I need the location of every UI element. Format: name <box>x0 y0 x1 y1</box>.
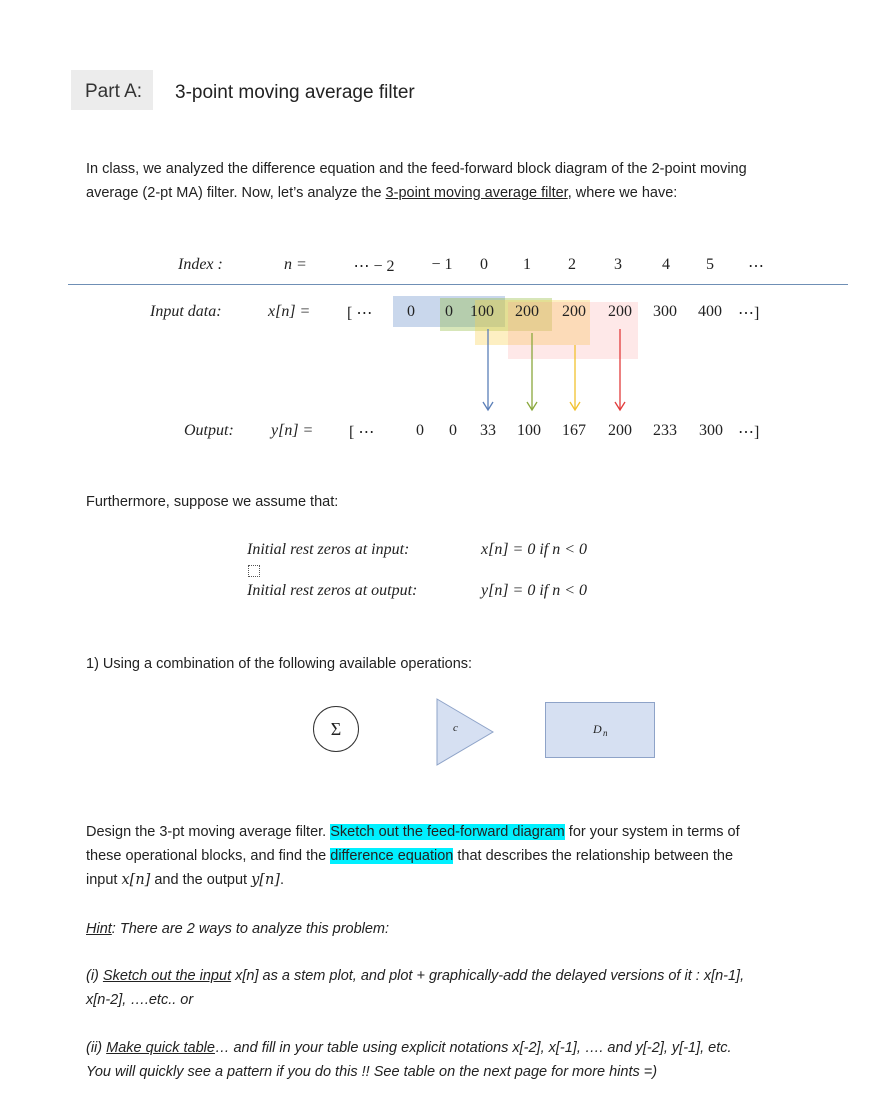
y-label: y[n] = <box>271 422 314 439</box>
output-value: 167 <box>562 422 586 439</box>
delay-block <box>545 702 655 758</box>
part-label-box <box>71 70 153 110</box>
hint-option-i: (i) Sketch out the input x[n] as a stem plot, and plot + graphically-add the delayed versions of it : x[n-1], x[n-2], ….etc.. or <box>86 968 745 1008</box>
output-close-bracket: ⋯] <box>738 424 760 441</box>
index-value: 2 <box>568 256 576 273</box>
x-label: x[n] = <box>268 303 311 320</box>
output-value: 0 <box>416 422 424 439</box>
input-value: 300 <box>653 303 677 320</box>
index-value: 5 <box>706 256 714 273</box>
design-paragraph <box>86 820 856 892</box>
delay-subscript: n <box>603 728 608 738</box>
hint-option-ii: (ii) Make quick table… and fill in your table using explicit notations x[-2], x[-1], …. and y[-2], y[-1], etc. You will quickly see a pattern if you do this !! See table on the next page for more hints =) <box>86 1040 732 1080</box>
output-value: 100 <box>517 422 541 439</box>
hint-i-link: Sketch out the input <box>102 968 232 984</box>
arrow-yellow <box>570 345 580 410</box>
output-value: 300 <box>699 422 723 439</box>
averaging-arrows <box>470 325 640 415</box>
arrow-green <box>527 333 537 410</box>
initial-rest-output-label: Initial rest zeros at output: <box>247 582 418 599</box>
input-value: 400 <box>698 303 722 320</box>
output-open-bracket: [ ⋯ <box>349 424 375 441</box>
initial-rest-output-eq: y[n] = 0 if n < 0 <box>481 582 588 599</box>
initial-rest-input-label: Initial rest zeros at input: <box>247 541 410 558</box>
design-line-3: input x[n] and the output y[n]. <box>86 872 284 888</box>
delay-symbol: D <box>593 722 602 736</box>
highlight-feedforward: Sketch out the feed-forward diagram <box>330 824 565 840</box>
input-values <box>385 303 765 325</box>
input-value: 200 <box>515 303 539 320</box>
assumption-intro: Furthermore, suppose we assume that: <box>86 494 339 510</box>
section-title: 3-point moving average filter <box>175 82 415 103</box>
hint-label: Hint <box>86 921 112 937</box>
output-value: 200 <box>608 422 632 439</box>
intro-line-2: average (2-pt MA) filter. Now, let’s analyze the 3-point moving average filter, where we have: <box>86 185 678 201</box>
input-value: 200 <box>608 303 632 320</box>
index-values <box>340 256 780 278</box>
input-value: 100 <box>470 303 494 320</box>
index-value: 1 <box>523 256 531 273</box>
output-label: Output: <box>184 422 234 439</box>
index-value: 4 <box>662 256 670 273</box>
filter-name-link: 3-point moving average filter <box>385 185 568 201</box>
question-intro: 1) Using a combination of the following available operations: <box>86 656 473 672</box>
summation-block <box>313 706 359 752</box>
sigma-symbol: Σ <box>330 719 342 739</box>
index-label: Index : <box>178 256 223 273</box>
arrow-blue <box>483 329 493 410</box>
design-line-1: Design the 3-pt moving average filter. Sketch out the feed-forward diagram for your system in terms of <box>86 824 740 840</box>
design-line-2: these operational blocks, and find the difference equation that describes the relationship between the <box>86 848 734 864</box>
input-label: Input data: <box>150 303 222 320</box>
output-values <box>385 422 765 444</box>
index-value: ⋯ <box>748 258 764 275</box>
output-value: 33 <box>480 422 496 439</box>
input-value: 0 <box>445 303 453 320</box>
gain-symbol: c <box>453 722 458 734</box>
output-value: 0 <box>449 422 457 439</box>
input-close-bracket: ⋯] <box>738 305 760 322</box>
highlight-difference-equation: difference equation <box>330 848 454 864</box>
intro-line-1: In class, we analyzed the difference equation and the feed-forward block diagram of the 2-point moving <box>86 161 747 177</box>
gain-block <box>436 698 496 766</box>
index-value: − 1 <box>431 256 453 273</box>
intro-paragraph <box>86 157 846 205</box>
part-label: Part A: <box>85 81 143 102</box>
n-label: n = <box>284 256 307 273</box>
divider-line <box>68 284 848 285</box>
index-value: 0 <box>480 256 488 273</box>
index-value: ⋯ − 2 <box>353 258 395 275</box>
input-value: 0 <box>407 303 415 320</box>
output-value: 233 <box>653 422 677 439</box>
input-value: 200 <box>562 303 586 320</box>
index-value: 3 <box>614 256 622 273</box>
placeholder-box <box>248 565 260 577</box>
hint-line: Hint: There are 2 ways to analyze this problem: <box>86 921 390 937</box>
hint-ii-link: Make quick table <box>106 1040 215 1056</box>
arrow-red <box>615 329 625 410</box>
input-open-bracket: [ ⋯ <box>347 305 373 322</box>
initial-rest-input-eq: x[n] = 0 if n < 0 <box>481 541 588 558</box>
